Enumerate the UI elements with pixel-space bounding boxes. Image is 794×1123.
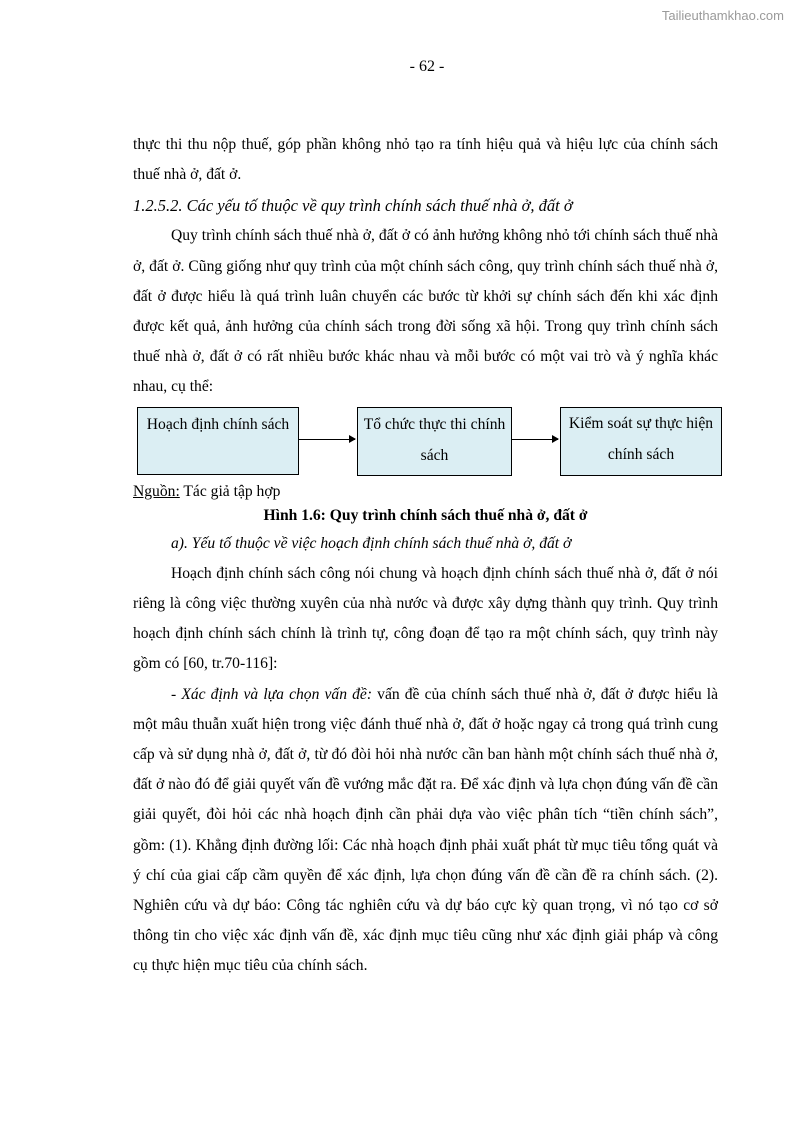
bullet-body: vấn đề của chính sách thuế nhà ở, đất ở được hiểu là một mâu thuẫn xuất hiện trong việc đánh thuế nhà ở, đất ở hoặc ngay cả trong quá trình cung cấp và sử dụng nhà ở, đất ở, từ đó đòi hỏi nhà nước cần ban hành một chính sách thuế nhà ở, đất ở nào đó để giải quyết vấn đề vướng mắc đặt ra. Để xác định và lựa chọn đúng vấn đề cần giải quyết, đòi hỏi các nhà hoạch định cần phải dựa vào việc phân tích “tiền chính sách”, gồm: (1). Khẳng định đường lối: Các nhà hoạch định phải xuất phát từ mục tiêu tổng quát và ý chí của giai cấp cầm quyền để xác định, lựa chọn đúng vấn đề cần đề ra chính sách. (2). Nghiên cứu và dự báo: Công tác nghiên cứu và dự báo cực kỳ quan trọng, vì nó tạo cơ sở thông tin cho việc xác định vấn đề, xác định mục tiêu cũng như xác định giải pháp và công cụ thực hiện mục tiêu của chính sách. <box>133 685 718 975</box>
bullet-italic-term: Xác định và lựa chọn vấn đề: <box>181 685 373 703</box>
page-number: - 62 - <box>409 58 445 75</box>
figure-caption: Hình 1.6: Quy trình chính sách thuế nhà ở, đất ở <box>263 506 588 524</box>
flow-box-control: Kiểm soát sự thực hiện chính sách <box>560 407 722 476</box>
watermark: Tailieuthamkhao.com <box>661 8 784 23</box>
bullet-prefix: - <box>171 685 182 703</box>
source-label: Nguồn: <box>133 482 180 500</box>
process-flow-diagram <box>132 407 722 479</box>
subheading-a: a). Yếu tố thuộc về việc hoạch định chính sách thuế nhà ở, đất ở <box>171 534 572 552</box>
flow-box-planning: Hoạch định chính sách <box>137 407 299 475</box>
source-text: Tác giả tập hợp <box>179 482 281 500</box>
paragraph-planning: Hoạch định chính sách công nói chung và hoạch định chính sách thuế nhà ở, đất ở nói riêng là công việc thường xuyên của nhà nước và được xây dựng thành quy trình. Quy trình hoạch định chính sách chính là trình tự, công đoạn để tạo ra một chính sách, quy trình này gồm có [60, tr.70-116]: <box>133 564 718 673</box>
figure-source <box>133 481 718 503</box>
flow-arrow-2 <box>512 439 558 440</box>
paragraph-process: Quy trình chính sách thuế nhà ở, đất ở có ảnh hưởng không nhỏ tới chính sách thuế nhà ở, đất ở. Cũng giống như quy trình của một chính sách công, quy trình chính sách thuế nhà ở, đất ở được hiểu là quá trình luân chuyển các bước từ khởi sự chính sách đến khi xác định được kết quả, ảnh hưởng của chính sách trong đời sống xã hội. Trong quy trình chính sách thuế nhà ở, đất ở có rất nhiều bước khác nhau và mỗi bước có một vai trò và ý nghĩa khác nhau, cụ thể: <box>133 227 718 396</box>
paragraph-bullet <box>133 680 718 982</box>
section-heading: 1.2.5.2. Các yếu tố thuộc về quy trình chính sách thuế nhà ở, đất ở <box>133 196 573 216</box>
flow-box-implementation: Tổ chức thực thi chính sách <box>357 407 512 476</box>
flow-arrow-1 <box>299 439 355 440</box>
paragraph-intro: thực thi thu nộp thuế, góp phần không nhỏ tạo ra tính hiệu quả và hiệu lực của chính sách thuế nhà ở, đất ở. <box>133 136 718 184</box>
document-body <box>133 130 718 982</box>
